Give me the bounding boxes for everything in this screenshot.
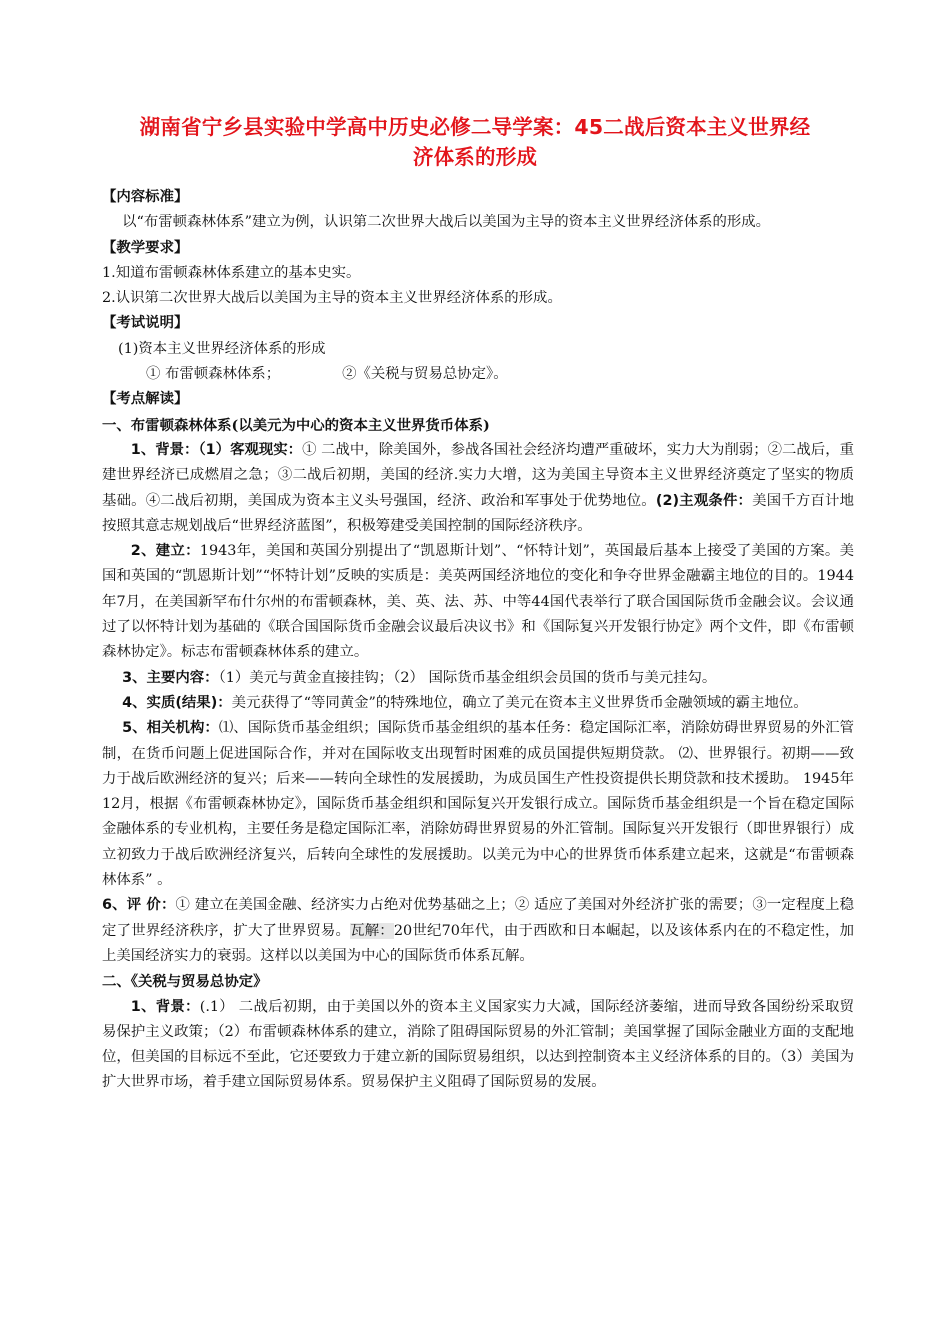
gatt-background-text: (.1） 二战后初期，由于美国以外的资本主义国家实力大减，国际经济萎缩，进而导致各国纷纷采取贸易保护主义政策；（2）布雷顿森林体系的建立，消除了阻碍国际贸易的外汇管制；美国掌握了国际金融业方面的支配地位，但美国的目标远不至此，它还要致力于建立新的国际贸易组织，以达到控制资本主义经济体系的目的。（3）美国为扩大世界市场，着手建立国际贸易体系。贸易保护主义阻碍了国际贸易的发展。 [102, 998, 854, 1091]
requirement-item-2: 2.认识第二次世界大战后以美国为主导的资本主义世界经济体系的形成。 [102, 290, 562, 307]
institutions-text: ⑴、国际货币基金组织；国际货币基金组织的基本任务：稳定国际汇率，消除妨碍世界贸易的外汇管制，在货币问题上促进国际合作，并对在国际收支出现暂时困难的成员国提供短期贷款。 ⑵、世界银行。初期——致力于战后欧洲经济的复兴；后来——转向全球性的发展援助，为成员国生产性投资提供长期贷款和技术援助。 1945年12月，根据《布雷顿森林协定》，国际货币基金组织和国际复兴开发银行成立。国际货币基金组织是一个旨在稳定国际金融体系的专业机构，主要任务是稳定国际汇率，消除妨碍世界贸易的外汇管制。国际复兴开发银行（即世界银行）成立初致力于战后欧洲经济复兴，后转向全球性的发展援助。以美元为中心的世界货币体系建立起来，这就是“布雷顿森林体系” 。 [102, 720, 854, 889]
part1-paragraph-main-content [102, 666, 854, 691]
subjective-conditions-label: (2)主观条件： [655, 492, 753, 509]
document-body [102, 185, 854, 1096]
gatt-background-label: 1、背景： [130, 998, 200, 1015]
part1-paragraph-essence [102, 691, 854, 716]
essence-label: 4、实质(结果)： [122, 694, 232, 711]
collapse-text: 20世纪70年代，由于西欧和日本崛起，以及该体系内在的不稳定性，加上美国经济实力的衰弱。这样以以美国为中心的国际货币体系瓦解。 [102, 922, 854, 964]
content-standard-text: 以“布雷顿森林体系”建立为例，认识第二次世界大战后以美国为主导的资本主义世界经济体系的形成。 [122, 214, 771, 231]
exam-note-subitems [102, 362, 854, 387]
section-heading-teaching-requirements: 【教学要求】 [102, 239, 189, 256]
part1-paragraph-institutions [102, 716, 854, 893]
title-line-1: 湖南省宁乡县实验中学高中历史必修二导学案：45二战后资本主义世界经 [139, 115, 811, 139]
section-heading-key-points: 【考点解读】 [102, 391, 189, 408]
evaluation-label: 6、评 价： [102, 897, 176, 914]
part1-paragraph-background [102, 438, 854, 539]
main-content-label: 3、主要内容： [122, 669, 219, 686]
collapse-label: 瓦解： [350, 922, 394, 939]
part1-paragraph-establishment [102, 539, 854, 665]
part1-paragraph-evaluation [102, 893, 854, 969]
establishment-text: 1943年，美国和英国分别提出了“凯恩斯计划”、“怀特计划”，英国最后基本上接受了美国的方案。美国和英国的“凯恩斯计划”“怀特计划”反映的实质是：美英两国经济地位的变化和争夺世界金融霸主地位的目的。1944年7月，在美国新罕布什尔州的布雷顿森林，美、英、法、苏、中等44国代表举行了联合国国际货币金融会议。会议通过了以怀特计划为基础的《联合国国际货币金融会议最后决议书》和《国际复兴开发银行协定》两个文件，即《布雷顿森林协定》。标志布雷顿森林体系的建立。 [102, 543, 854, 661]
background-text: ① 二战中，除美国外，参战各国社会经济均遭严重破坏，实力大为削弱；②二战后，重建世界经济已成燃眉之急；③二战后初期，美国的经济.实力大增，这为美国主导资本主义世界经济奠定了坚实的物质基础。④二战后初期，美国成为资本主义头号强国，经济、政治和军事处于优势地位。 [102, 441, 855, 509]
section-heading-content-standard: 【内容标准】 [102, 189, 189, 205]
establishment-label: 2、建立： [130, 543, 200, 560]
exam-note-item: (1)资本主义世界经济体系的形成 [118, 340, 326, 357]
evaluation-text: ① 建立在美国金融、经济实力占绝对优势基础之上；② 适应了美国对外经济扩张的需要；③一定程度上稳定了世界经济秩序，扩大了世界贸易。 [102, 897, 854, 939]
institutions-label: 5、相关机构： [122, 720, 219, 737]
exam-note-sub-2: ②《关税与贸易总协定》。 [342, 366, 508, 383]
subjective-conditions-text: 美国千方百计地按照其意志规划战后“世界经济蓝图”，积极筹建受美国控制的国际经济秩序。 [102, 492, 854, 534]
main-content-text: （1）美元与黄金直接挂钩；（2） 国际货币基金组织会员国的货币与美元挂勾。 [218, 669, 717, 686]
part2-paragraph-background [102, 995, 854, 1096]
title-line-2: 济体系的形成 [412, 145, 538, 169]
section-heading-exam-notes: 【考试说明】 [102, 315, 189, 332]
background-label: 1、背景：（1）客观现实： [130, 441, 303, 458]
document-title [100, 112, 850, 172]
essence-text: 美元获得了“等同黄金”的特殊地位，确立了美元在资本主义世界货币金融领域的霸主地位。 [231, 694, 808, 711]
part2-heading: 二、《关税与贸易总协定》 [102, 973, 268, 991]
exam-note-sub-1: ① 布雷顿森林体系； [146, 366, 281, 383]
part1-heading: 一、布雷顿森林体系(以美元为中心的资本主义世界货币体系) [102, 416, 490, 434]
requirement-item-1: 1.知道布雷顿森林体系建立的基本史实。 [102, 264, 361, 281]
